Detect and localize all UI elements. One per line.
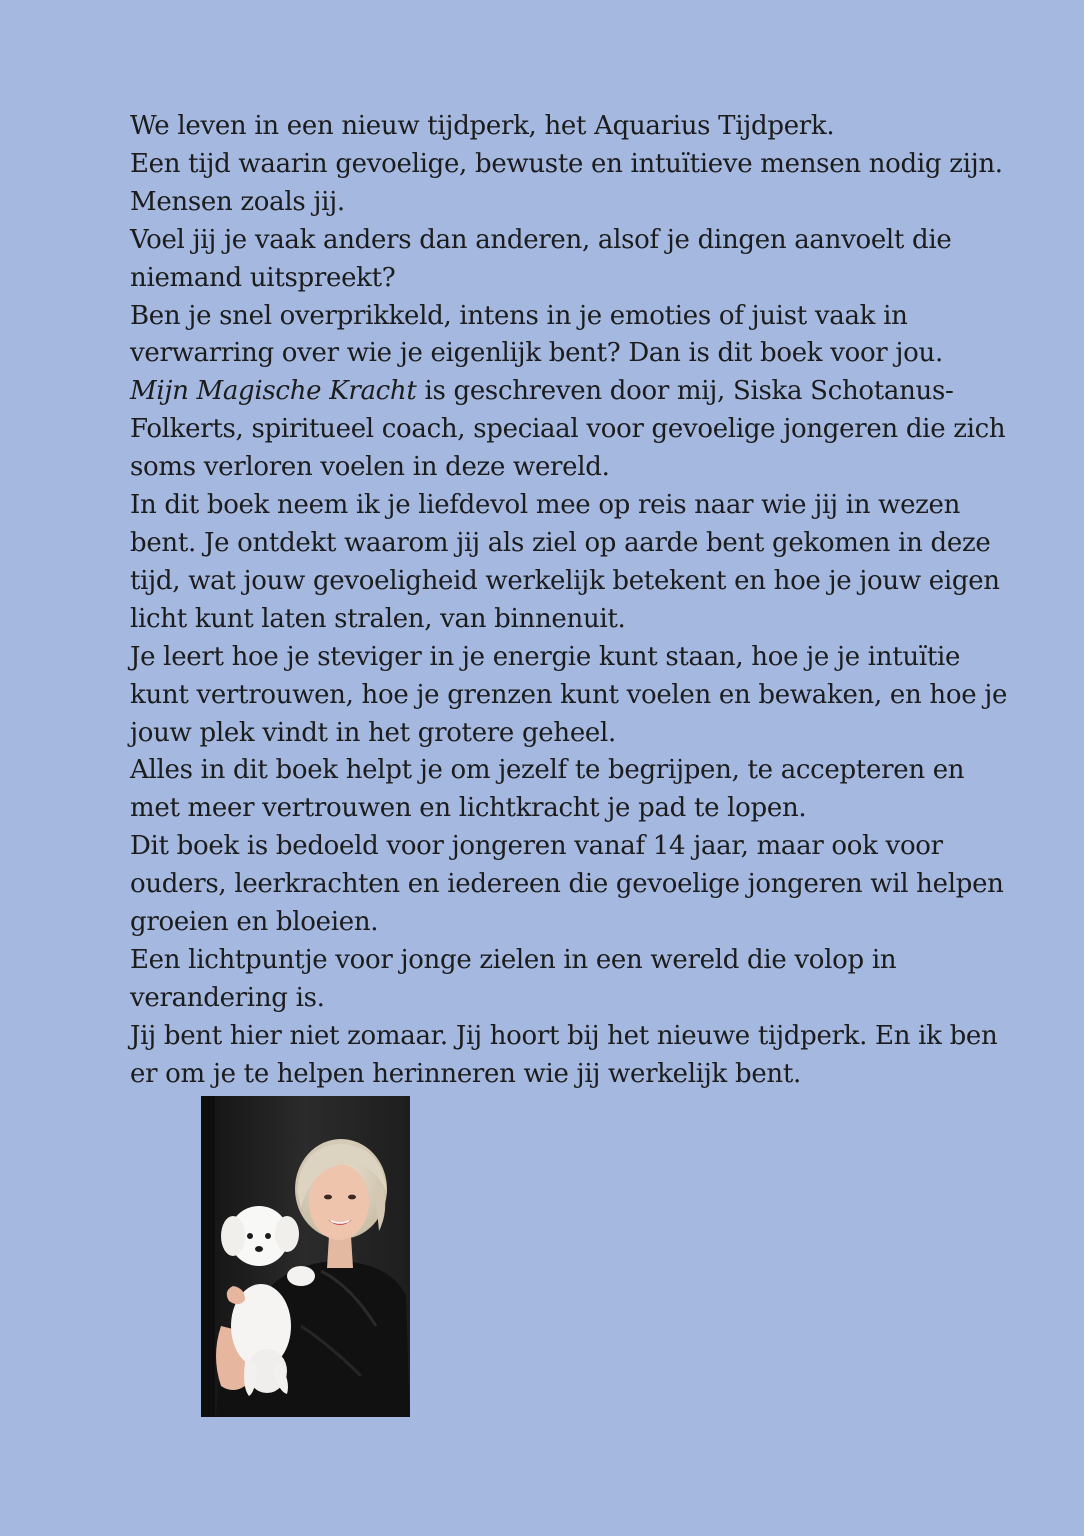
text-line-17: jouw plek vindt in het grotere geheel. bbox=[130, 717, 616, 748]
author-photo-with-dog-icon bbox=[201, 1096, 410, 1417]
text-line-22: groeien en bloeien. bbox=[130, 907, 379, 938]
text-line-20: Dit boek is bedoeld voor jongeren vanaf 14 jaar, maar ook voor bbox=[130, 831, 943, 862]
text-line-3: Mensen zoals jij. bbox=[130, 186, 345, 217]
text-line-18: Alles in dit boek helpt je om jezelf te begrijpen, te accepteren en bbox=[130, 755, 965, 786]
text-line-13: tijd, wat jouw gevoeligheid werkelijk betekent en hoe je jouw eigen bbox=[130, 565, 1000, 596]
text-line-19: met meer vertrouwen en lichtkracht je pad te lopen. bbox=[130, 793, 807, 824]
text-line-6: Ben je snel overprikkeld, intens in je emoties of juist vaak in bbox=[130, 300, 908, 331]
body-text bbox=[130, 108, 1008, 1094]
author-photo bbox=[201, 1096, 410, 1417]
text-line-2: Een tijd waarin gevoelige, bewuste en intuïtieve mensen nodig zijn. bbox=[130, 148, 1003, 179]
text-line-15: Je leert hoe je steviger in je energie kunt staan, hoe je je intuïtie bbox=[130, 641, 961, 672]
text-line-26: er om je te helpen herinneren wie jij werkelijk bent. bbox=[130, 1058, 801, 1089]
book-title: Mijn Magische Kracht bbox=[130, 376, 417, 407]
text-line-10: soms verloren voelen in deze wereld. bbox=[130, 452, 610, 483]
text-line-24: verandering is. bbox=[130, 982, 325, 1013]
text-line-25: Jij bent hier niet zomaar. Jij hoort bij het nieuwe tijdperk. En ik ben bbox=[130, 1020, 998, 1051]
text-line-16: kunt vertrouwen, hoe je grenzen kunt voelen en bewaken, en hoe je bbox=[130, 679, 1008, 710]
text-line-14: licht kunt laten stralen, van binnenuit. bbox=[130, 603, 626, 634]
text-line-21: ouders, leerkrachten en iedereen die gevoelige jongeren wil helpen bbox=[130, 869, 1004, 900]
text-line-23: Een lichtpuntje voor jonge zielen in een wereld die volop in bbox=[130, 944, 897, 975]
text-line-5: niemand uitspreekt? bbox=[130, 262, 396, 293]
text-line-7: verwarring over wie je eigenlijk bent? Dan is dit boek voor jou. bbox=[130, 338, 943, 369]
text-line-11: In dit boek neem ik je liefdevol mee op reis naar wie jij in wezen bbox=[130, 490, 961, 521]
text-line-8 bbox=[130, 373, 990, 411]
text-line-12: bent. Je ontdekt waarom jij als ziel op aarde bent gekomen in deze bbox=[130, 527, 991, 558]
text-line-4: Voel jij je vaak anders dan anderen, alsof je dingen aanvoelt die bbox=[130, 224, 952, 255]
text-line-9: Folkerts, spiritueel coach, speciaal voor gevoelige jongeren die zich bbox=[130, 414, 1006, 445]
text-line-8-rest: is geschreven door mij, Siska Schotanus- bbox=[416, 376, 954, 407]
text-line-1: We leven in een nieuw tijdperk, het Aquarius Tijdperk. bbox=[130, 111, 835, 141]
